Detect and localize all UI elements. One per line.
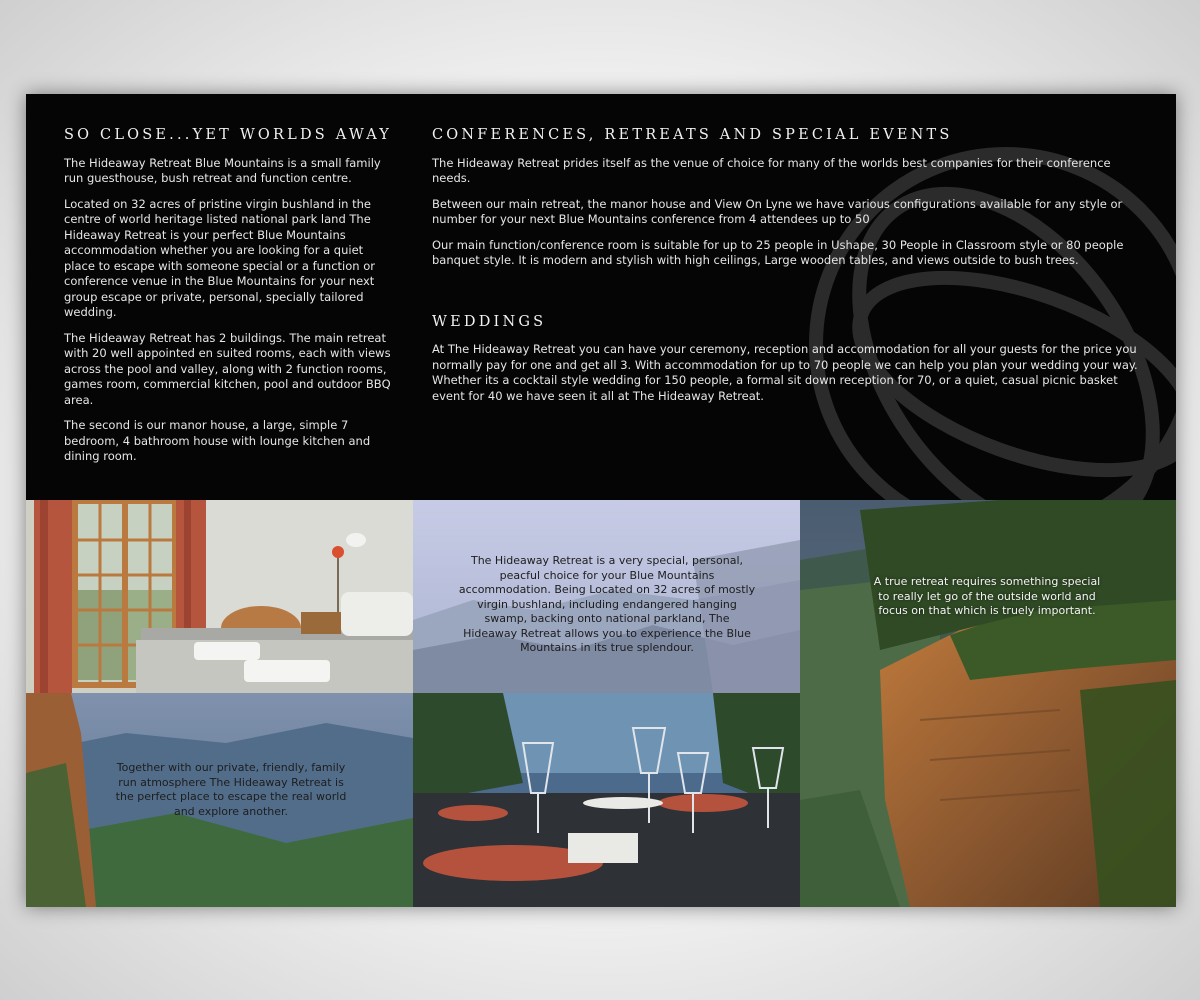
forest-caption: Together with our private, friendly, family run atmosphere The Hideaway Retreat is the perfect place to escape the real world and explore another. (115, 761, 347, 818)
weddings-heading: WEDDINGS (432, 313, 547, 330)
conferences-heading: CONFERENCES, RETREATS AND SPECIAL EVENTS (432, 127, 953, 143)
weddings-paragraph: At The Hideaway Retreat you can have your ceremony, reception and accommodation for all your guests for the price you normally pay for one and get all 3. With accommodation for up to 70 people we can help you plan your wedding your way. Whether its a cocktail style wedding for 150 people, a formal sit down reception for 70, or a quiet, casual picnic basket event for 40 we have seen it all at The Hideaway Retreat. (432, 342, 1138, 403)
left-heading: SO CLOSE...YET WORLDS AWAY (64, 127, 393, 143)
conferences-paragraph: Between our main retreat, the manor house and View On Lyne we have various configurations available for any style or number for your next Blue Mountains conference from 4 attendees up to 50 (432, 196, 1123, 226)
bedroom-photo (26, 500, 413, 693)
left-paragraph: The second is our manor house, a large, simple 7 bedroom, 4 bathroom house with lounge kitchen and dining room. (64, 418, 371, 463)
conferences-paragraph: The Hideaway Retreat prides itself as the venue of choice for many of the worlds best companies for their conference needs. (432, 155, 1111, 185)
outdoor-table-setting-photo (413, 693, 800, 907)
left-paragraph: The Hideaway Retreat has 2 buildings. The main retreat with 20 well appointed en suited rooms, each with views across the pool and valley, along with 2 function rooms, games room, commercial kitchen, pool and outdoor BBQ area. (64, 330, 391, 407)
left-column (64, 128, 394, 475)
brochure-spread (26, 94, 1176, 907)
valley-caption: The Hideaway Retreat is a very special, personal, peacful choice for your Blue Mountains accommodation. Being Located on 32 acres of mostly virgin bushland, including endangered hanging swamp, backing onto national parkland, The Hideaway Retreat allows you to experience the Blue Mountains in its true splendour. (458, 554, 756, 654)
misty-valley-photo (413, 500, 800, 693)
cliff-caption: A true retreat requires something special to really let go of the outside world and focus on that which is truely important. (873, 575, 1101, 617)
sandstone-cliff-photo (800, 500, 1176, 907)
forest-valley-photo (26, 693, 413, 907)
photo-grid (26, 500, 1176, 907)
left-paragraph: The Hideaway Retreat Blue Mountains is a small family run guesthouse, bush retreat and function centre. (64, 155, 381, 185)
right-column (432, 128, 1144, 414)
text-panel (26, 94, 1176, 500)
left-paragraph: Located on 32 acres of pristine virgin bushland in the centre of world heritage listed national park land The Hideaway Retreat is your perfect Blue Mountains accommodation whether you are looking for a quiet place to escape with someone special or a function or conference venue in the Blue Mountains for your next group escape or private, personal, specially tailored wedding. (64, 196, 375, 319)
conferences-paragraph: Our main function/conference room is suitable for up to 25 people in Ushape, 30 People in Classroom style or 80 people banquet style. It is modern and stylish with high ceilings, Large wooden tables, and views outside to bush trees. (432, 237, 1124, 267)
